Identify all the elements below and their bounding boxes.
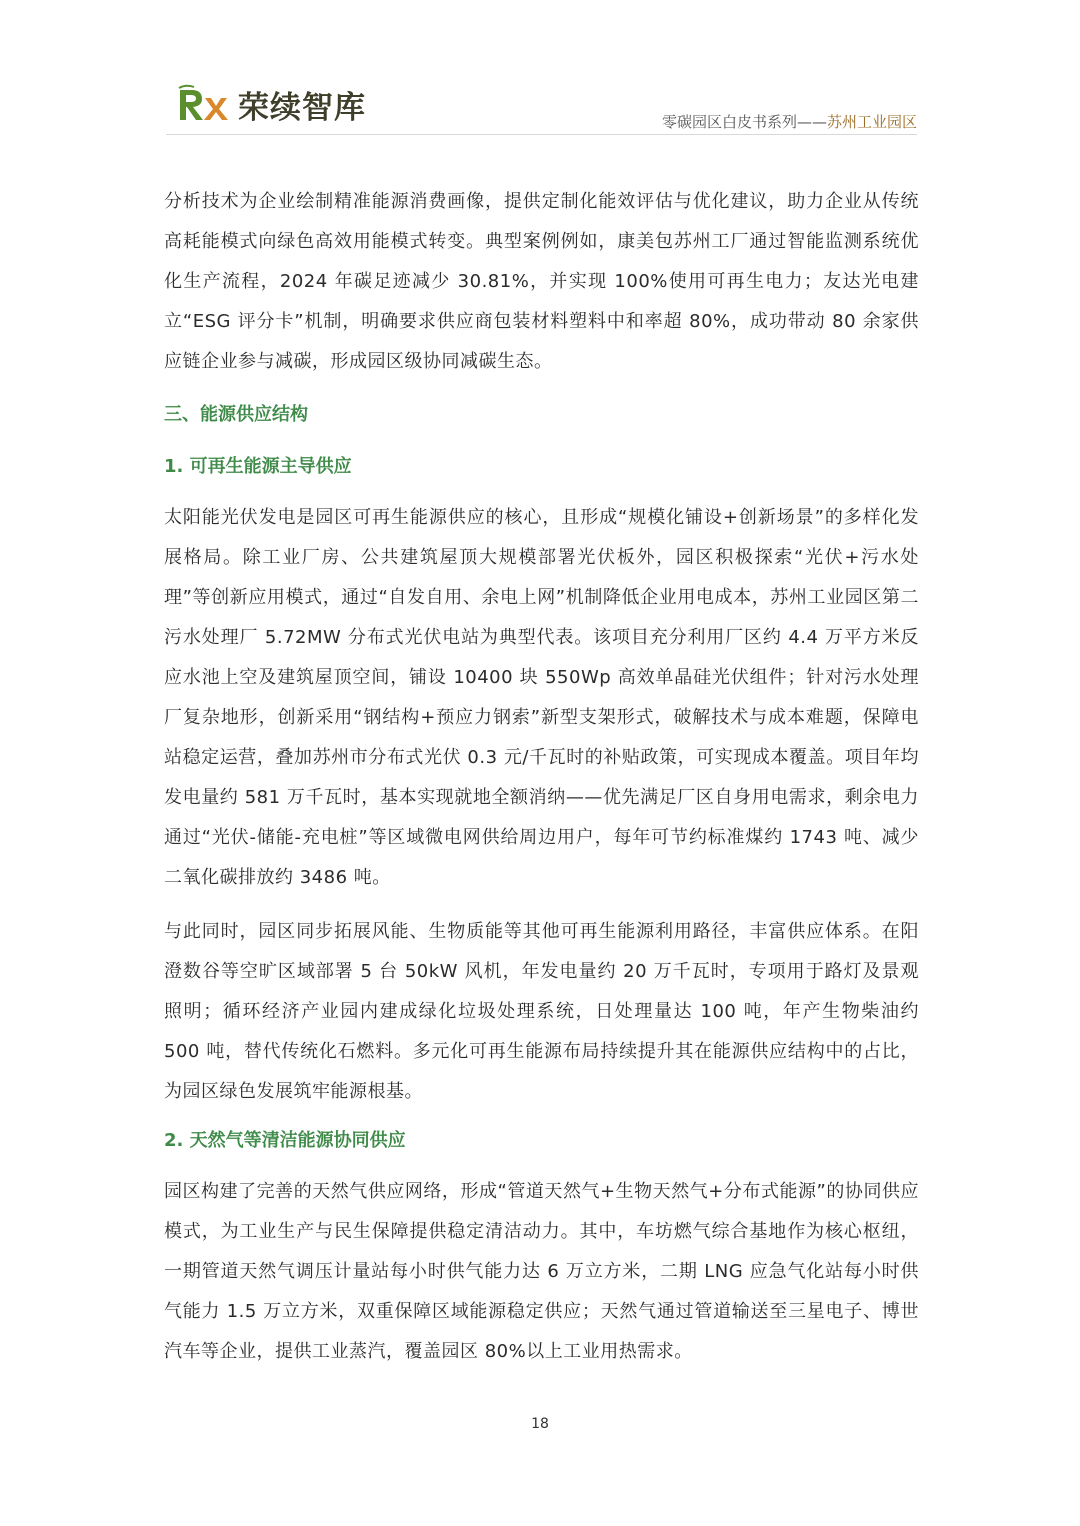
subheading-gas: 2. 天然气等清洁能源协同供应 [164,1130,406,1151]
paragraph-solar: 太阳能光伏发电是园区可再生能源供应的核心，且形成“规模化铺设+创新场景”的多样化发展格局。除工业厂房、公共建筑屋顶大规模部署光伏板外，园区积极探索“光伏+污水处理”等创新应用模式，通过“自发自用、余电上网”机制降低企业用电成本，苏州工业园区第二污水处理厂 5.72MW 分布式光伏电站为典型代表。该项目充分利用厂区约 4.4 万平方米反应水池上空及建筑屋顶空间，铺设 10400 块 550Wp 高效单晶硅光伏组件；针对污水处理厂复杂地形，创新采用“钢结构+预应力钢索”新型支架形式，破解技术与成本难题，保障电站稳定运营，叠加苏州市分布式光伏 0.3 元/千瓦时的补贴政策，可实现成本覆盖。项目年均发电量约 581 万千瓦时，基本实现就地全额消纳——优先满足厂区自身用电需求，剩余电力通过“光伏-储能-充电桩”等区域微电网供给周边用户，每年可节约标准煤约 1743 吨、减少二氧化碳排放约 3486 吨。 [164,507,919,888]
brand-logo [176,84,366,124]
section-heading: 三、能源供应结构 [164,404,308,425]
series-prefix: 零碳园区白皮书系列—— [661,113,827,131]
series-title [662,111,917,132]
brand-name: 荣续智库 [238,89,366,126]
subheading-renewable: 1. 可再生能源主导供应 [164,456,352,477]
paragraph-intro: 分析技术为企业绘制精准能源消费画像，提供定制化能效评估与优化建议，助力企业从传统高耗能模式向绿色高效用能模式转变。典型案例例如，康美包苏州工厂通过智能监测系统优化生产流程，2024 年碳足迹减少 30.81%，并实现 100%使用可再生电力；友达光电建立“ESG 评分卡”机制，明确要求供应商包装材料塑料中和率超 80%，成功带动 80 余家供应链企业参与减碳，形成园区级协同减碳生态。 [164,191,919,372]
paragraph-wind: 与此同时，园区同步拓展风能、生物质能等其他可再生能源利用路径，丰富供应体系。在阳澄数谷等空旷区域部署 5 台 50kW 风机，年发电量约 20 万千瓦时，专项用于路灯及景观照明；循环经济产业园内建成绿化垃圾处理系统，日处理量达 100 吨，年产生物柴油约 500 吨，替代传统化石燃料。多元化可再生能源布局持续提升其在能源供应结构中的占比，为园区绿色发展筑牢能源根基。 [164,921,919,1102]
series-highlight: 苏州工业园区 [826,113,917,131]
page-number: 18 [531,1416,549,1432]
page-body [164,182,919,1386]
header-divider [166,134,917,135]
paragraph-gas: 园区构建了完善的天然气供应网络，形成“管道天然气+生物天然气+分布式能源”的协同供应模式，为工业生产与民生保障提供稳定清洁动力。其中，车坊燃气综合基地作为核心枢纽，一期管道天然气调压计量站每小时供气能力达 6 万立方米，二期 LNG 应急气化站每小时供气能力 1.5 万立方米，双重保障区域能源稳定供应；天然气通过管道输送至三星电子、博世汽车等企业，提供工业蒸汽，覆盖园区 80%以上工业用热需求。 [164,1181,919,1362]
rx-logo-icon [176,84,232,124]
page-header [0,0,1080,140]
